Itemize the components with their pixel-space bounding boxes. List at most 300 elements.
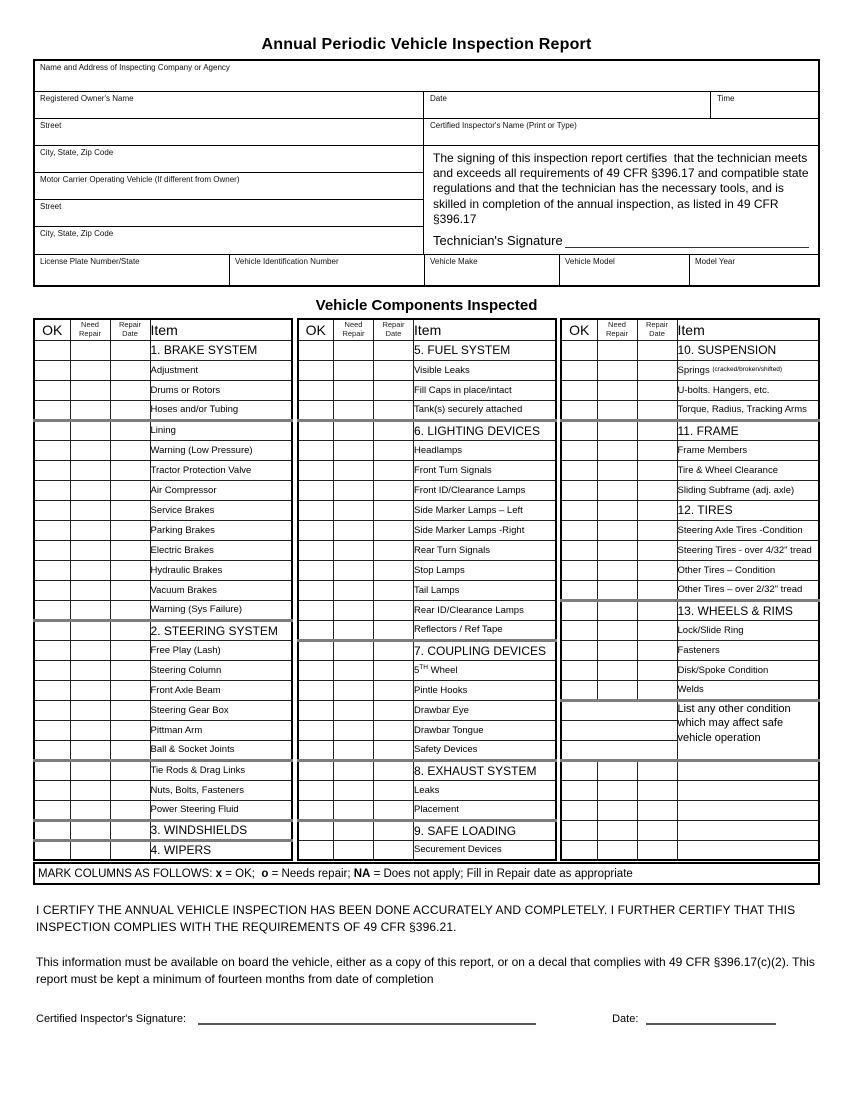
need-repair-cell[interactable] [597,380,637,400]
ok-cell[interactable] [561,440,597,460]
repair-date-cell[interactable] [374,540,414,560]
need-repair-cell[interactable] [597,660,637,680]
repair-date-cell[interactable] [374,500,414,520]
item-label: Hydraulic Brakes [150,560,292,580]
need-repair-cell[interactable] [70,440,110,460]
repair-date-cell[interactable] [374,420,414,440]
header-form [33,59,820,287]
empty-item-cell[interactable] [677,780,819,800]
vehicle-field[interactable] [425,255,560,285]
need-repair-cell[interactable] [70,840,110,860]
repair-date-cell[interactable] [110,460,150,480]
ok-cell[interactable] [561,620,597,640]
repair-date-cell[interactable] [637,680,677,700]
repair-date-cell[interactable] [374,720,414,740]
need-repair-cell[interactable] [334,800,374,820]
need-repair-cell[interactable] [70,340,110,360]
need-repair-cell[interactable] [597,360,637,380]
ok-cell[interactable] [34,740,70,760]
section-label: 9. SAFE LOADING [414,820,556,840]
vehicle-field-label: Vehicle Model [565,257,615,266]
ok-cell[interactable] [34,800,70,820]
repair-date-cell[interactable] [110,500,150,520]
mark-cell[interactable] [561,720,677,740]
repair-date-cell[interactable] [374,460,414,480]
ok-cell[interactable] [34,360,70,380]
col-header-ok: OK [298,319,334,340]
ok-cell[interactable] [34,640,70,660]
ok-cell[interactable] [561,820,597,840]
ok-cell[interactable] [298,580,334,600]
ok-cell[interactable] [561,600,597,620]
repair-date-cell[interactable] [374,800,414,820]
repair-date-cell[interactable] [374,380,414,400]
section-label: 12. TIRES [677,500,819,520]
section-label: 1. BRAKE SYSTEM [150,340,292,360]
ok-cell[interactable] [561,800,597,820]
repair-date-cell[interactable] [110,840,150,860]
repair-date-cell[interactable] [110,720,150,740]
vehicle-field[interactable] [230,255,425,285]
need-repair-cell[interactable] [334,640,374,660]
repair-date-cell[interactable] [110,740,150,760]
repair-date-cell[interactable] [110,660,150,680]
ok-cell[interactable] [561,660,597,680]
item-label: Steering Tires - over 4/32" tread [677,540,819,560]
item-label: Tail Lamps [414,580,556,600]
item-label: Leaks [414,780,556,800]
repair-date-cell[interactable] [637,540,677,560]
need-repair-cell[interactable] [70,660,110,680]
ok-cell[interactable] [298,600,334,620]
item-label: Tractor Protection Valve [150,460,292,480]
need-repair-cell[interactable] [334,820,374,840]
repair-date-cell[interactable] [637,660,677,680]
ok-cell[interactable] [34,560,70,580]
repair-date-cell[interactable] [374,640,414,660]
time-field[interactable] [711,92,818,118]
ok-cell[interactable] [34,780,70,800]
repair-date-cell[interactable] [110,440,150,460]
need-repair-cell[interactable] [334,380,374,400]
need-repair-cell[interactable] [334,600,374,620]
repair-date-cell[interactable] [374,440,414,460]
header-field[interactable] [35,119,423,146]
ok-cell[interactable] [34,700,70,720]
repair-date-cell[interactable] [637,420,677,440]
repair-date-cell[interactable] [110,360,150,380]
repair-date-cell[interactable] [637,780,677,800]
item-label: Lining [150,420,292,440]
need-repair-cell[interactable] [70,540,110,560]
ok-cell[interactable] [298,380,334,400]
need-repair-cell[interactable] [334,400,374,420]
section-label: 13. WHEELS & RIMS [677,600,819,620]
ok-cell[interactable] [34,340,70,360]
repair-date-cell[interactable] [637,380,677,400]
need-repair-cell[interactable] [597,500,637,520]
repair-date-cell[interactable] [637,480,677,500]
header-field-label: Motor Carrier Operating Vehicle (If different from Owner) [40,175,240,184]
inspector-signature-label: Certified Inspector's Signature: [36,1012,187,1025]
inspector-signature-line[interactable] [198,1011,536,1025]
ok-cell[interactable] [34,600,70,620]
ok-cell[interactable] [561,480,597,500]
ok-cell[interactable] [34,760,70,780]
certification-block [424,146,818,254]
repair-date-cell[interactable] [637,520,677,540]
need-repair-cell[interactable] [597,760,637,780]
need-repair-cell[interactable] [597,400,637,420]
repair-date-cell[interactable] [374,760,414,780]
need-repair-cell[interactable] [70,460,110,480]
need-repair-cell[interactable] [334,420,374,440]
repair-date-cell[interactable] [374,360,414,380]
need-repair-cell[interactable] [70,580,110,600]
item-label: Torque, Radius, Tracking Arms [677,400,819,420]
need-repair-cell[interactable] [334,480,374,500]
ok-cell[interactable] [298,700,334,720]
ok-cell[interactable] [561,520,597,540]
ok-cell[interactable] [561,360,597,380]
header-field[interactable] [35,200,423,227]
repair-date-cell[interactable] [110,760,150,780]
repair-date-cell[interactable] [374,620,414,640]
owner-fields [35,92,424,254]
need-repair-cell[interactable] [334,440,374,460]
col-header-repair-date: Repair Date [110,319,150,340]
footer-signature-row [36,1011,817,1025]
item-label: Stop Lamps [414,560,556,580]
need-repair-cell[interactable] [70,700,110,720]
components-section-title: Vehicle Components Inspected [315,297,538,314]
repair-date-cell[interactable] [374,520,414,540]
vehicle-field[interactable] [35,255,230,285]
item-label: Steering Column [150,660,292,680]
ok-cell[interactable] [34,400,70,420]
ok-cell[interactable] [561,380,597,400]
repair-date-cell[interactable] [110,580,150,600]
repair-date-cell[interactable] [374,340,414,360]
repair-date-cell[interactable] [110,540,150,560]
repair-date-cell[interactable] [374,560,414,580]
ok-cell[interactable] [561,340,597,360]
repair-date-cell[interactable] [637,440,677,460]
ok-cell[interactable] [34,720,70,740]
need-repair-cell[interactable] [597,600,637,620]
ok-cell[interactable] [34,580,70,600]
need-repair-cell[interactable] [70,520,110,540]
ok-cell[interactable] [34,680,70,700]
item-label: Other Tires – over 2/32" tread [677,580,819,600]
ok-cell[interactable] [34,540,70,560]
item-label: Tank(s) securely attached [414,400,556,420]
certify-paragraph: I CERTIFY THE ANNUAL VEHICLE INSPECTION HAS BEEN DONE ACCURATELY AND COMPLETELY. I FURTHER CERTIFY THAT THIS INSPECTION COMPLIES WITH THE REQUIREMENTS OF 49 CFR §396.21. [36,903,799,935]
ok-cell[interactable] [561,580,597,600]
need-repair-cell[interactable] [597,780,637,800]
header-field[interactable] [35,146,423,173]
mark-cell[interactable] [561,700,677,720]
need-repair-cell[interactable] [70,620,110,640]
ok-cell[interactable] [561,420,597,440]
ok-cell[interactable] [34,620,70,640]
repair-date-cell[interactable] [637,800,677,820]
vehicle-field[interactable] [690,255,818,285]
need-repair-cell[interactable] [334,740,374,760]
ok-cell[interactable] [298,460,334,480]
ok-cell[interactable] [561,780,597,800]
need-repair-cell[interactable] [334,700,374,720]
repair-date-cell[interactable] [110,400,150,420]
repair-date-cell[interactable] [637,840,677,860]
col-header-need-repair: Need Repair [334,319,374,340]
need-repair-cell[interactable] [334,360,374,380]
need-repair-cell[interactable] [334,340,374,360]
need-repair-cell[interactable] [334,660,374,680]
item-label: 5TH Wheel [414,660,556,680]
repair-date-cell[interactable] [374,480,414,500]
header-field[interactable] [35,227,423,254]
repair-date-cell[interactable] [374,660,414,680]
need-repair-cell[interactable] [597,840,637,860]
ok-cell[interactable] [298,540,334,560]
ok-cell[interactable] [298,500,334,520]
ok-cell[interactable] [34,420,70,440]
need-repair-cell[interactable] [597,440,637,460]
footer-date-line[interactable] [646,1011,776,1025]
ok-cell[interactable] [561,760,597,780]
repair-date-cell[interactable] [110,700,150,720]
ok-cell[interactable] [298,440,334,460]
need-repair-cell[interactable] [70,380,110,400]
item-label: Front ID/Clearance Lamps [414,480,556,500]
need-repair-cell[interactable] [70,820,110,840]
need-repair-cell[interactable] [70,560,110,580]
need-repair-cell[interactable] [597,560,637,580]
ok-cell[interactable] [561,400,597,420]
repair-date-cell[interactable] [374,700,414,720]
col-header-item: Item [677,319,819,340]
need-repair-cell[interactable] [70,780,110,800]
company-field[interactable] [35,61,818,92]
empty-item-cell[interactable] [677,760,819,780]
repair-date-cell[interactable] [374,740,414,760]
repair-date-cell[interactable] [110,560,150,580]
need-repair-cell[interactable] [70,760,110,780]
ok-cell[interactable] [298,360,334,380]
ok-cell[interactable] [34,660,70,680]
repair-date-cell[interactable] [110,780,150,800]
need-repair-cell[interactable] [597,800,637,820]
need-repair-cell[interactable] [334,620,374,640]
repair-date-cell[interactable] [374,680,414,700]
need-repair-cell[interactable] [70,720,110,740]
header-field-label: City, State, Zip Code [40,229,114,238]
mark-cell[interactable] [561,740,677,760]
item-label: Other Tires – Condition [677,560,819,580]
ok-cell[interactable] [298,840,334,860]
need-repair-cell[interactable] [70,640,110,660]
repair-date-cell[interactable] [374,840,414,860]
ok-cell[interactable] [298,760,334,780]
repair-date-cell[interactable] [110,820,150,840]
ok-cell[interactable] [34,480,70,500]
ok-cell[interactable] [298,740,334,760]
need-repair-cell[interactable] [334,580,374,600]
repair-date-cell[interactable] [110,420,150,440]
header-field[interactable] [35,173,423,200]
repair-date-cell[interactable] [637,460,677,480]
need-repair-cell[interactable] [334,780,374,800]
need-repair-cell[interactable] [334,840,374,860]
ok-cell[interactable] [34,380,70,400]
need-repair-cell[interactable] [70,740,110,760]
item-label: Vacuum Brakes [150,580,292,600]
ok-cell[interactable] [298,640,334,660]
item-label: Placement [414,800,556,820]
header-field[interactable] [35,92,423,119]
empty-item-cell[interactable] [677,820,819,840]
need-repair-cell[interactable] [70,800,110,820]
ok-cell[interactable] [561,680,597,700]
need-repair-cell[interactable] [597,580,637,600]
item-label: Air Compressor [150,480,292,500]
vehicle-field-label: Model Year [695,257,736,266]
need-repair-cell[interactable] [597,520,637,540]
section-label: 4. WIPERS [150,840,292,860]
repair-date-cell[interactable] [110,800,150,820]
item-label: Adjustment [150,360,292,380]
ok-cell[interactable] [298,420,334,440]
repair-date-cell[interactable] [637,500,677,520]
need-repair-cell[interactable] [597,540,637,560]
ok-cell[interactable] [298,560,334,580]
header-field-label: Registered Owner's Name [40,94,134,103]
need-repair-cell[interactable] [597,460,637,480]
repair-date-cell[interactable] [637,560,677,580]
vehicle-field[interactable] [560,255,690,285]
repair-date-cell[interactable] [637,820,677,840]
need-repair-cell[interactable] [597,680,637,700]
ok-cell[interactable] [34,520,70,540]
ok-cell[interactable] [298,400,334,420]
ok-cell[interactable] [298,480,334,500]
need-repair-cell[interactable] [597,340,637,360]
ok-cell[interactable] [561,560,597,580]
item-label: Lock/Slide Ring [677,620,819,640]
ok-cell[interactable] [298,620,334,640]
need-repair-cell[interactable] [70,400,110,420]
need-repair-cell[interactable] [70,420,110,440]
repair-date-cell[interactable] [374,820,414,840]
need-repair-cell[interactable] [334,540,374,560]
item-label: Ball & Socket Joints [150,740,292,760]
repair-date-cell[interactable] [637,400,677,420]
repair-date-cell[interactable] [374,580,414,600]
need-repair-cell[interactable] [334,520,374,540]
repair-date-cell[interactable] [110,680,150,700]
item-label: Front Axle Beam [150,680,292,700]
inspector-name-field[interactable] [424,119,818,146]
vehicle-field-label: License Plate Number/State [40,257,140,266]
ok-cell[interactable] [298,780,334,800]
need-repair-cell[interactable] [334,720,374,740]
ok-cell[interactable] [298,520,334,540]
repair-date-cell[interactable] [110,380,150,400]
ok-cell[interactable] [34,820,70,840]
ok-cell[interactable] [298,820,334,840]
need-repair-cell[interactable] [334,560,374,580]
components-column-2 [297,318,557,861]
repair-date-cell[interactable] [637,640,677,660]
repair-date-cell[interactable] [374,780,414,800]
repair-date-cell[interactable] [110,620,150,640]
repair-date-cell[interactable] [110,480,150,500]
repair-date-cell[interactable] [110,640,150,660]
need-repair-cell[interactable] [597,640,637,660]
other-condition-note[interactable]: List any other condition which may affect safe vehicle operation [677,700,819,760]
mark-instructions: MARK COLUMNS AS FOLLOWS: x = OK; o = Needs repair; NA = Does not apply; Fill in Repair date as appropriate [33,862,820,885]
need-repair-cell[interactable] [597,620,637,640]
repair-date-cell[interactable] [374,600,414,620]
ok-cell[interactable] [34,440,70,460]
repair-date-cell[interactable] [110,600,150,620]
ok-cell[interactable] [34,460,70,480]
need-repair-cell[interactable] [70,680,110,700]
need-repair-cell[interactable] [334,680,374,700]
repair-date-cell[interactable] [637,580,677,600]
ok-cell[interactable] [561,840,597,860]
need-repair-cell[interactable] [597,480,637,500]
ok-cell[interactable] [561,460,597,480]
need-repair-cell[interactable] [597,820,637,840]
ok-cell[interactable] [34,500,70,520]
section-label: 11. FRAME [677,420,819,440]
ok-cell[interactable] [34,840,70,860]
repair-date-cell[interactable] [110,340,150,360]
need-repair-cell[interactable] [334,460,374,480]
ok-cell[interactable] [561,540,597,560]
need-repair-cell[interactable] [334,500,374,520]
ok-cell[interactable] [298,680,334,700]
need-repair-cell[interactable] [70,480,110,500]
need-repair-cell[interactable] [70,360,110,380]
date-field[interactable] [424,92,711,118]
ok-cell[interactable] [298,340,334,360]
technician-signature-line[interactable] [565,234,809,248]
empty-item-cell[interactable] [677,840,819,860]
repair-date-cell[interactable] [637,340,677,360]
need-repair-cell[interactable] [597,420,637,440]
need-repair-cell[interactable] [70,600,110,620]
ok-cell[interactable] [561,640,597,660]
need-repair-cell[interactable] [70,500,110,520]
repair-date-cell[interactable] [637,600,677,620]
ok-cell[interactable] [298,660,334,680]
item-label: Pintle Hooks [414,680,556,700]
need-repair-cell[interactable] [334,760,374,780]
ok-cell[interactable] [561,500,597,520]
repair-date-cell[interactable] [637,760,677,780]
repair-date-cell[interactable] [637,620,677,640]
empty-item-cell[interactable] [677,800,819,820]
repair-date-cell[interactable] [637,360,677,380]
ok-cell[interactable] [298,800,334,820]
repair-date-cell[interactable] [110,520,150,540]
repair-date-cell[interactable] [374,400,414,420]
ok-cell[interactable] [298,720,334,740]
section-label: 2. STEERING SYSTEM [150,620,292,640]
